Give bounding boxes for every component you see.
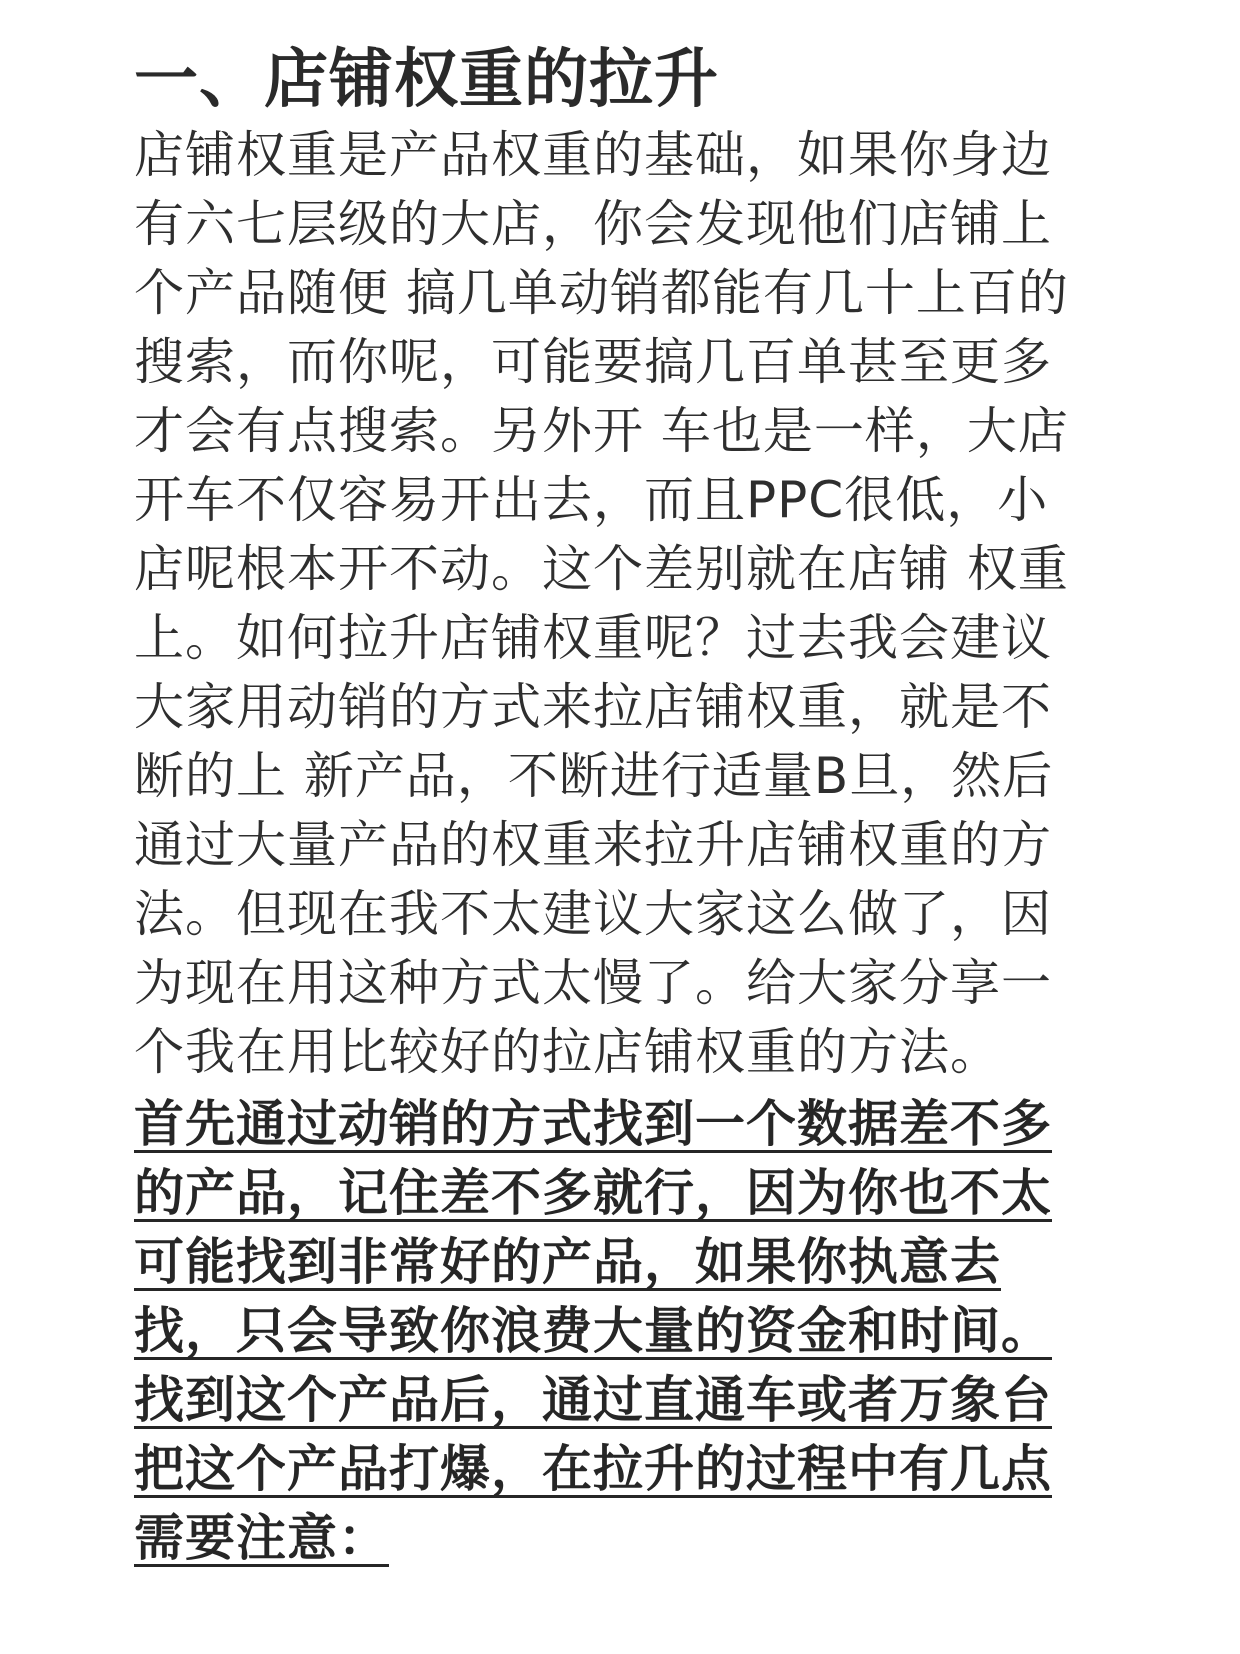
body-line: 个我在用比较好的拉店铺权重的方法。 bbox=[134, 1023, 1001, 1081]
body-line: 才会有点搜索。另外开 车也是一样，大店 bbox=[134, 402, 1069, 460]
body-line: 大家用动销的方式来拉店铺权重，就是不 bbox=[134, 678, 1052, 736]
body-line: 店铺权重是产品权重的基础，如果你身边 bbox=[134, 126, 1052, 184]
emphasis-line: 首先通过动销的方式找到一个数据差不多 bbox=[134, 1095, 1052, 1153]
section-heading: 一、店铺权重的拉升 bbox=[134, 43, 719, 117]
body-line: 搜索，而你呢，可能要搞几百单甚至更多 bbox=[134, 333, 1052, 391]
body-line: 有六七层级的大店，你会发现他们店铺上 bbox=[134, 195, 1052, 253]
emphasis-line: 的产品，记住差不多就行，因为你也不太 bbox=[134, 1164, 1052, 1222]
emphasis-line: 找，只会导致你浪费大量的资金和时间。 bbox=[134, 1302, 1052, 1360]
body-line: 开车不仅容易开出去，而且PPC很低，小 bbox=[134, 471, 1049, 529]
body-line: 为现在用这种方式太慢了。给大家分享一 bbox=[134, 954, 1052, 1012]
emphasis-line: 找到这个产品后，通过直通车或者万象台 bbox=[134, 1371, 1052, 1429]
body-line: 上。如何拉升店铺权重呢？过去我会建议 bbox=[134, 609, 1052, 667]
emphasis-line: 可能找到非常好的产品，如果你执意去 bbox=[134, 1233, 1001, 1291]
emphasis-line: 需要注意： bbox=[134, 1509, 389, 1567]
emphasis-line: 把这个产品打爆，在拉升的过程中有几点 bbox=[134, 1440, 1052, 1498]
body-line: 法。但现在我不太建议大家这么做了，因 bbox=[134, 885, 1052, 943]
body-line: 断的上 新产品，不断进行适量B旦，然后 bbox=[134, 747, 1054, 805]
body-line: 个产品随便 搞几单动销都能有几十上百的 bbox=[134, 264, 1069, 322]
body-line: 店呢根本开不动。这个差别就在店铺 权重 bbox=[134, 540, 1069, 598]
body-line: 通过大量产品的权重来拉升店铺权重的方 bbox=[134, 816, 1052, 874]
